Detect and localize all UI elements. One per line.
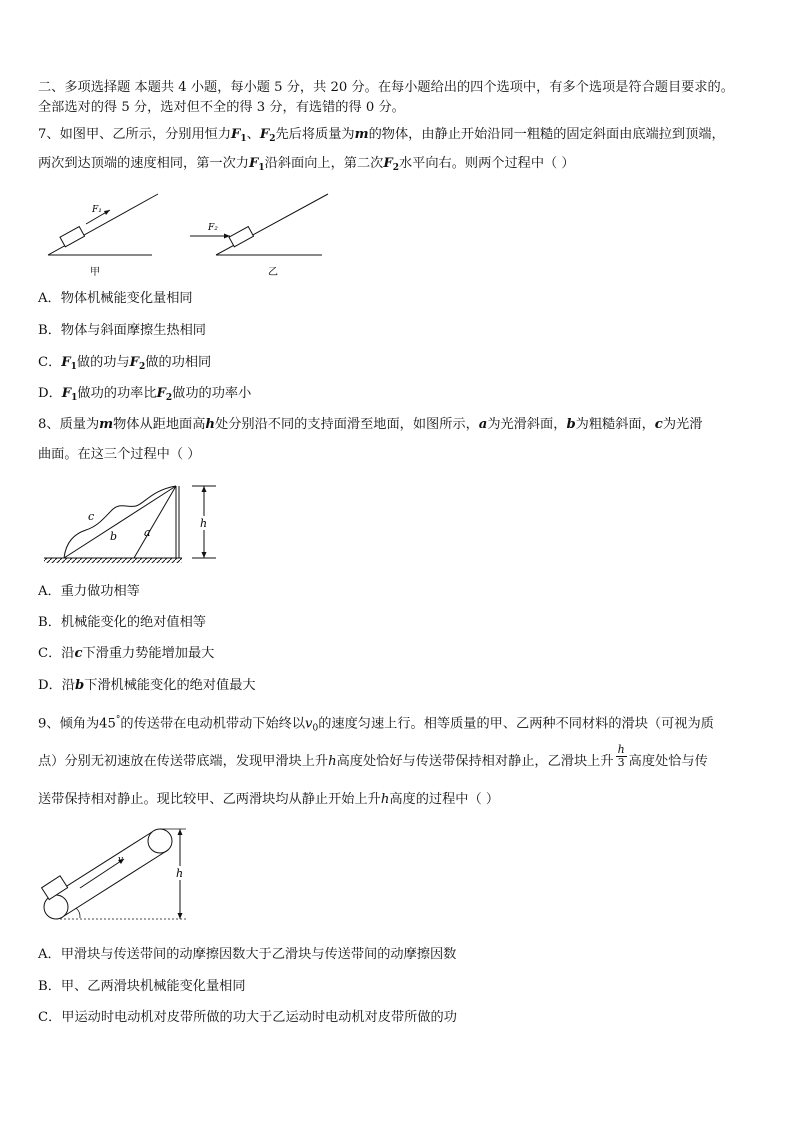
q8-stem-line2: 曲面。在这三个过程中（ ） bbox=[38, 447, 201, 462]
q8-slope-b bbox=[64, 486, 176, 558]
q9-option-c: C．甲运动时电动机对皮带所做的功大于乙运动时电动机对皮带所做的功 bbox=[38, 1010, 457, 1025]
q7-jia-block bbox=[60, 227, 85, 247]
q7-jia-label: 甲 bbox=[90, 267, 100, 278]
q8-slope-a bbox=[134, 486, 176, 558]
q9-stem-line3: 送带保持相对静止。现比较甲、乙两滑块均从静止开始上升h高度的过程中（ ） bbox=[38, 792, 500, 807]
q7-option-b: B．物体与斜面摩擦生热相同 bbox=[38, 323, 206, 338]
q7-option-d: D．$F_1$做功的功率比$F_2$做功的功率小 bbox=[38, 386, 252, 403]
q8-option-a: A．重力做功相等 bbox=[38, 584, 140, 599]
q8-figure bbox=[40, 480, 230, 572]
section-header-line1: 二、多项选择题 本题共 4 小题，每小题 5 分，共 20 分。在每小题给出的四个选项中，有多个选项是符合题目要求的。 bbox=[38, 80, 734, 95]
q9-label-h: h bbox=[176, 867, 184, 880]
q9-slider-block bbox=[42, 876, 68, 900]
section-header-line2: 全部选对的得 5 分，选对但不全的得 3 分，有选错的得 0 分。 bbox=[38, 100, 405, 115]
q9-angle-arc bbox=[76, 908, 80, 918]
q7-stem-line1: 7、如图甲、乙所示，分别用恒力$F_1$、$F_2$先后将质量为m的物体，由静止开始沿同一粗糙的固定斜面由底端拉到顶端， bbox=[38, 127, 725, 144]
q7-yi-label: 乙 bbox=[268, 267, 278, 278]
q8-stem-line1: 8、质量为m物体从距地面高h处分别沿不同的支持面滑至地面，如图所示，a为光滑斜面，b为粗糙斜面，c为光滑 bbox=[38, 417, 703, 432]
q9-label-v: v bbox=[118, 855, 124, 865]
q8-ground-hatch bbox=[44, 558, 182, 563]
q9-belt-lower bbox=[64, 850, 168, 916]
q8-option-c: C．沿c下滑重力势能增加最大 bbox=[38, 646, 215, 661]
q9-option-a: A．甲滑块与传送带间的动摩擦因数大于乙滑块与传送带间的动摩擦因数 bbox=[38, 947, 457, 962]
q7-stem-line2: 两次到达顶端的速度相同，第一次力$F_1$沿斜面向上，第二次$F_2$水平向右。则两个过程中（ ） bbox=[38, 156, 575, 173]
q7-figure bbox=[40, 188, 340, 280]
q9-fraction: $\frac{h}{3}$ bbox=[617, 743, 625, 769]
q7-yi-incline bbox=[216, 194, 328, 255]
q9-stem-line1: 9、倾角为45°的传送带在电动机带动下始终以$v_0$的速度匀速上行。相等质量的甲、乙两种不同材料的滑块（可视为质 bbox=[38, 715, 714, 734]
q8-label-b: b bbox=[110, 530, 118, 543]
q7-option-c: C．$F_1$做的功与$F_2$做的功相同 bbox=[38, 355, 212, 372]
q7-yi-block bbox=[229, 227, 254, 247]
q7-option-a: A．物体机械能变化量相同 bbox=[38, 291, 193, 306]
q7-yi-f2-label: F₂ bbox=[208, 223, 218, 233]
q8-label-c: c bbox=[88, 510, 95, 523]
q8-option-b: B．机械能变化的绝对值相等 bbox=[38, 615, 206, 630]
q9-figure bbox=[36, 822, 206, 926]
q7-jia-f1-label: F₁ bbox=[92, 205, 102, 215]
q8-label-h: h bbox=[200, 517, 208, 530]
q9-stem-line2: 点）分别无初速放在传送带底端，发现甲滑块上升h高度处恰好与传送带保持相对静止，乙滑块上升 $\frac{h}{3}$ 高度处恰与传 bbox=[38, 743, 708, 769]
q8-label-a: a bbox=[144, 526, 151, 539]
q9-option-b: B．甲、乙两滑块机械能变化量相同 bbox=[38, 979, 246, 994]
q8-option-d: D．沿b下滑机械能变化的绝对值最大 bbox=[38, 678, 256, 693]
